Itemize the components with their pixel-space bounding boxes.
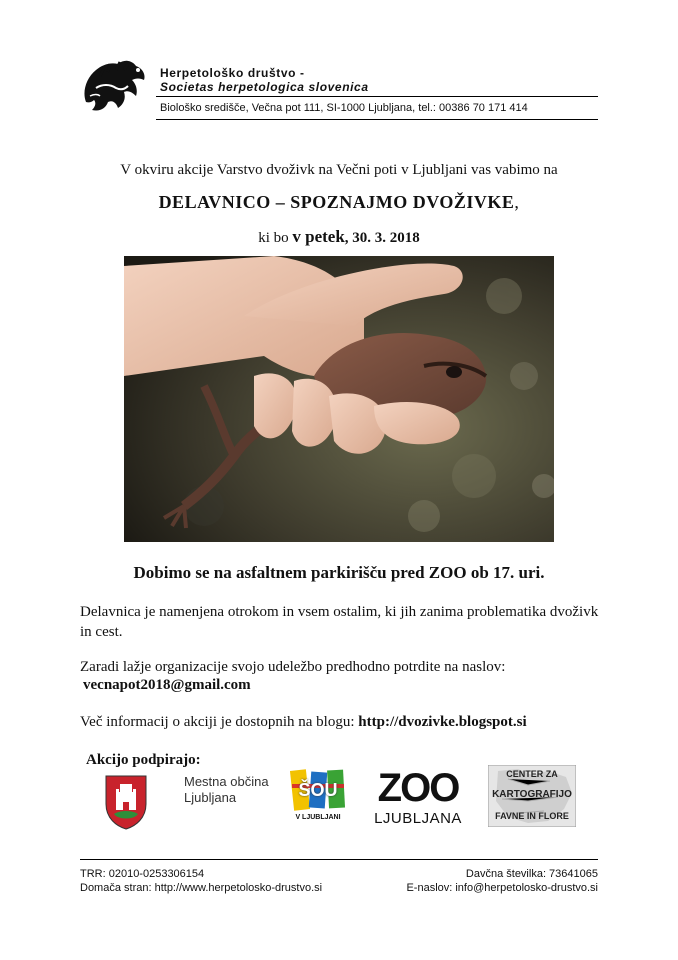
org-name: Herpetološko društvo - [160, 66, 305, 80]
invitation-intro: V okviru akcije Varstvo dvoživk na Večni poti v Ljubljani vas vabimo na [120, 162, 558, 178]
meeting-point: Dobimo se na asfaltnem parkirišču pred ZOO ob 17. uri. [133, 563, 545, 582]
info-prefix: Več informacij o akciji je dostopnih na blogu: [80, 714, 359, 730]
center-kartografijo-logo [488, 765, 576, 827]
zoo-city: LJUBLJANA [374, 810, 462, 827]
mol-text-line2: Ljubljana [184, 790, 237, 805]
sou-letters: ŠOU [298, 780, 338, 800]
zoo-word: ZOO [377, 766, 459, 810]
mol-text-line1: Mestna občina [184, 774, 269, 789]
event-date [0, 227, 678, 247]
mestna-obcina-ljubljana-logo [98, 770, 274, 830]
footer-divider [80, 859, 598, 860]
info-paragraph [80, 712, 600, 732]
header-divider [156, 96, 598, 97]
org-address: Biološko središče, Večna pot 111, SI-1000 Ljubljana, tel.: 00386 70 171 414 [160, 102, 528, 114]
workshop-title [0, 192, 678, 213]
event-date-prefix: ki bo [258, 230, 293, 246]
ckff-line2: KARTOGRAFIJO [492, 789, 572, 800]
footer-email[interactable]: E-naslov: info@herpetolosko-drustvo.si [406, 882, 598, 894]
footer-tax-number: Davčna številka: 73641065 [465, 868, 598, 880]
registration-email-link[interactable]: vecnapot2018@gmail.com [83, 677, 251, 693]
registration-paragraph: Zaradi lažje organizacije svojo udeležbo predhodno potrdite na naslov: [80, 659, 506, 675]
supporters-label: Akcijo podpirajo: [86, 752, 201, 768]
ckff-line1: CENTER ZA [506, 769, 558, 779]
salamander-logo-icon [80, 56, 152, 116]
event-date-day: v petek [292, 227, 345, 246]
ckff-line3: FAVNE IN FLORE [495, 811, 569, 821]
workshop-title-suffix: , [514, 192, 520, 212]
footer-bank-account: TRR: 02010-0253306154 [80, 868, 205, 880]
frog-in-hand-photo [124, 256, 554, 542]
workshop-title-text: DELAVNICO – SPOZNAJMO DVOŽIVKE [158, 192, 515, 212]
org-name-latin: Societas herpetologica slovenica [160, 80, 369, 94]
audience-paragraph: Delavnica je namenjena otrokom in vsem ostalim, ki jih zanima problematika dvoživk in cest. [80, 604, 599, 640]
zoo-ljubljana-logo [366, 768, 470, 828]
header-divider-bottom [156, 119, 598, 120]
event-date-value: , 30. 3. 2018 [344, 230, 420, 246]
blog-link[interactable]: http://dvozivke.blogspot.si [358, 714, 527, 730]
sou-subtitle: V LJUBLJANI [295, 814, 341, 821]
footer-website[interactable]: Domača stran: http://www.herpetolosko-drustvo.si [80, 882, 323, 894]
ljubljana-coat-of-arms-icon [104, 774, 148, 830]
sou-logo [290, 766, 346, 826]
